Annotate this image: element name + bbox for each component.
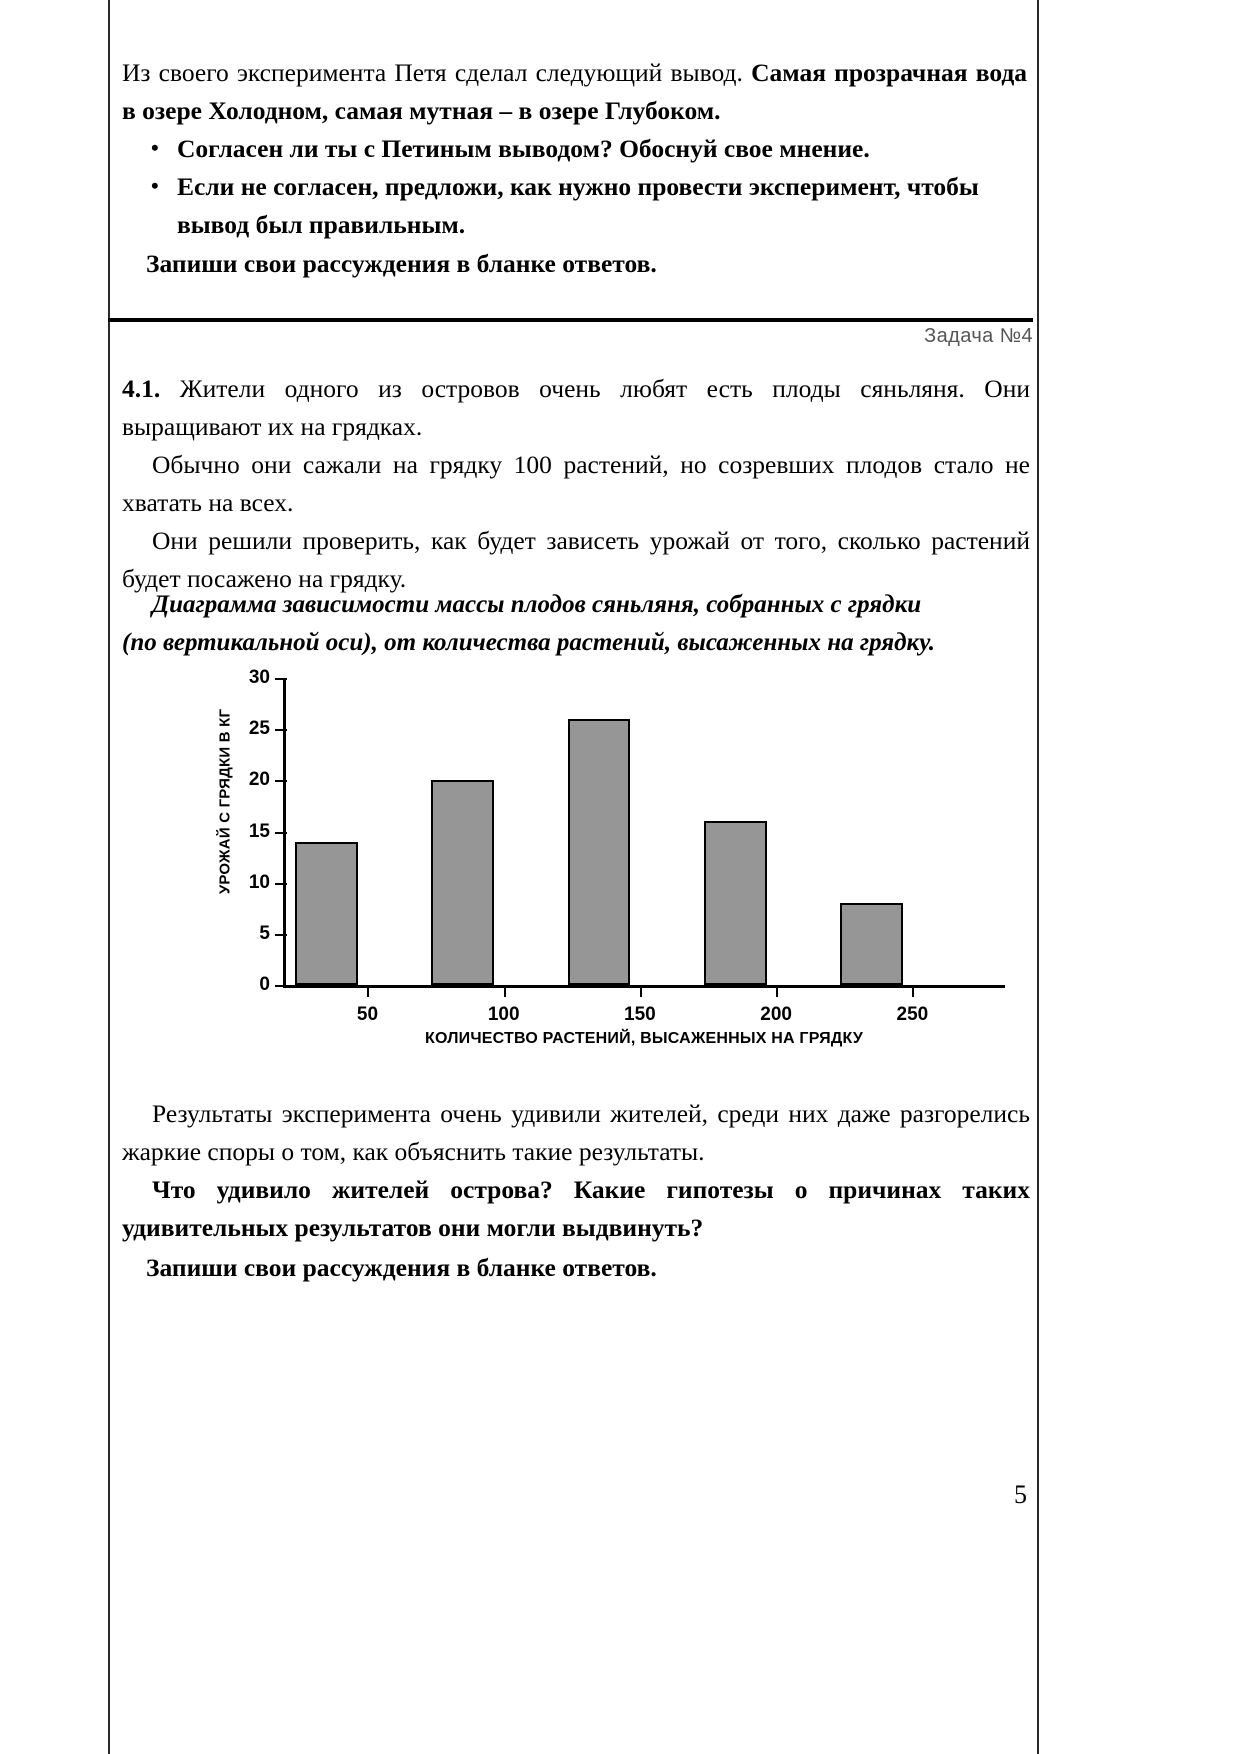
chart-x-tick (776, 987, 778, 997)
chart-x-tick-label: 200 (760, 1004, 792, 1025)
task-paragraph-2: Обычно они сажали на грядку 100 растений, но созревших плодов стало не хватать на всех. (122, 450, 1030, 517)
chart-y-tick-label: 30 (248, 667, 270, 688)
intro-lead-sentence: Из своего эксперимента Петя сделал следующий вывод. (122, 58, 743, 87)
chart-caption (122, 586, 1030, 662)
intro-conclusion-text: Самая прозрачная вода в озере Холодном, самая мутная – в озере Глубоком. (122, 58, 1027, 125)
chart-x-tick (640, 987, 642, 997)
chart-y-tick (275, 729, 287, 731)
task-4-1-body (122, 370, 1030, 598)
chart-x-tick (367, 987, 369, 997)
list-item (151, 168, 1027, 244)
chart-caption-line-2: (по вертикальной оси), от количества растений, высаженных на грядку. (122, 629, 935, 656)
chart-y-tick (275, 678, 287, 680)
chart-bar (295, 842, 358, 985)
chart-bar (568, 719, 631, 985)
chart-y-tick (275, 832, 287, 834)
intro-bullet-list (122, 130, 1027, 244)
chart-caption-line-1: Диаграмма зависимости массы плодов сяньляня, собранных с грядки (152, 591, 922, 618)
list-item (151, 130, 1027, 168)
after-chart-paragraph: Результаты эксперимента очень удивили жителей, среди них даже разгорелись жаркие споры о том, как объяснить такие результаты. (122, 1099, 1030, 1166)
chart-y-tick-label: 5 (259, 922, 270, 944)
task-item-number: 4.1. (122, 374, 161, 403)
chart-x-axis-label: КОЛИЧЕСТВО РАСТЕНИЙ, ВЫСАЖЕННЫХ НА ГРЯДКУ (425, 1030, 863, 1047)
chart-y-tick-label: 15 (248, 820, 270, 842)
chart-y-tick (275, 883, 287, 885)
task-paragraph-1-text: Жители одного из островов очень любят есть плоды сяньляня. Они выращивают их на грядках. (122, 374, 1030, 441)
chart-y-tick-label: 20 (248, 769, 270, 791)
chart-x-tick-label: 100 (487, 1004, 520, 1025)
intro-conclusion-paragraph (122, 54, 1027, 130)
bullet-dot-icon: • (151, 173, 159, 198)
task-divider (108, 318, 1033, 322)
chart-bar (431, 780, 494, 985)
write-answer-instruction-1: Запиши свои рассуждения в бланке ответов. (146, 249, 657, 278)
chart-y-tick (275, 934, 287, 936)
bullet-dot-icon: • (151, 135, 159, 160)
page-right-rule (1037, 0, 1039, 1754)
task-paragraph-1 (122, 370, 1030, 446)
bullet-text: Если не согласен, предложи, как нужно провести эксперимент, чтобы вывод был правильным. (177, 172, 979, 239)
chart-x-tick (912, 987, 914, 997)
task-number-label: Задача №4 (924, 325, 1033, 347)
chart-x-tick-label: 150 (624, 1004, 656, 1025)
intro-block (122, 54, 1027, 244)
chart-x-tick-label: 250 (896, 1004, 929, 1025)
bar-chart (173, 668, 1018, 1068)
write-answer-instruction-2: Запиши свои рассуждения в бланке ответов. (146, 1253, 657, 1282)
chart-y-tick-label: 25 (248, 718, 270, 740)
chart-y-tick (275, 780, 287, 782)
page-left-rule (108, 0, 110, 1754)
chart-y-tick (275, 985, 287, 987)
chart-plot-area (248, 667, 1005, 1025)
task-paragraph-3: Они решили проверить, как будет зависеть урожай от того, сколько растений будет посажено на грядку. (122, 526, 1030, 593)
chart-bar (704, 821, 767, 985)
chart-y-axis-label: УРОЖАЙ С ГРЯДКИ В КГ (216, 708, 234, 895)
after-chart-question: Что удивило жителей острова? Какие гипотезы о причинах таких удивительных результатов они могли выдвинуть? (122, 1175, 1030, 1242)
chart-bar (840, 903, 903, 985)
chart-y-tick-label: 10 (248, 871, 270, 893)
after-chart-block (122, 1095, 1030, 1247)
page-number: 5 (1014, 1480, 1027, 1509)
chart-x-axis-line (283, 985, 1005, 988)
chart-x-tick-label: 50 (356, 1004, 379, 1025)
chart-y-tick-label: 0 (259, 974, 270, 995)
bullet-text: Согласен ли ты с Петиным выводом? Обоснуй свое мнение. (177, 134, 870, 163)
chart-x-tick (504, 987, 506, 997)
page-body (118, 0, 1033, 1754)
